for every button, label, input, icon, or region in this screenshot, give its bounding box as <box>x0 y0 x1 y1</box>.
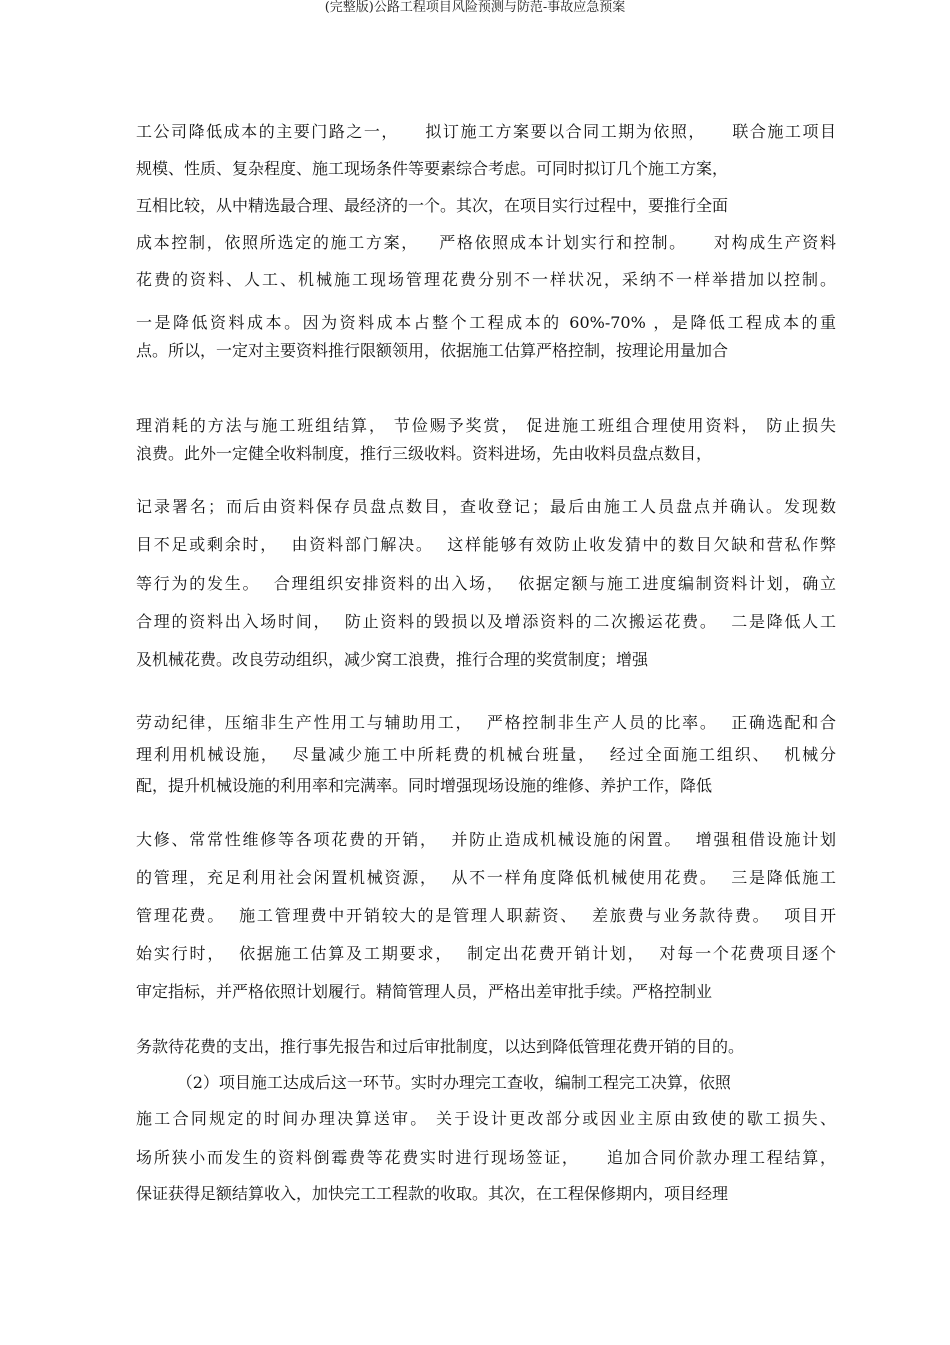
text-line: 工公司降低成本的主要门路之一， 拟订施工方案要以合同工期为依照， 联合施工项目 <box>136 122 836 141</box>
text-line: 理消耗的方法与施工班组结算， 节俭赐予奖赏， 促进施工班组合理使用资料， 防止损失 <box>136 416 836 435</box>
text-line: 花费的资料、人工、机械施工现场管理花费分别不一样状况，采纳不一样举措加以控制。 <box>136 270 836 289</box>
text-line: 大修、常常性维修等各项花费的开销， 并防止造成机械设施的闲置。 增强租借设施计划 <box>136 830 836 849</box>
text-line: 劳动纪律，压缩非生产性用工与辅助用工， 严格控制非生产人员的比率。 正确选配和合 <box>136 713 836 732</box>
text-line: 理利用机械设施， 尽量减少施工中所耗费的机械台班量， 经过全面施工组织、 机械分 <box>136 745 836 764</box>
text-line: 等行为的发生。 合理组织安排资料的出入场， 依据定额与施工进度编制资料计划，确立 <box>136 574 836 593</box>
text-line: 施工合同规定的时间办理决算送审。 关于设计更改部分或因业主原由致使的歇工损失、 <box>136 1109 836 1128</box>
text-line: 的管理，充足利用社会闲置机械资源， 从不一样角度降低机械使用花费。 三是降低施工 <box>136 868 836 887</box>
text-line: 记录署名；而后由资料保存员盘点数目，查收登记；最后由施工人员盘点并确认。发现数 <box>136 497 836 516</box>
text-line: 始实行时， 依据施工估算及工期要求， 制定出花费开销计划， 对每一个花费项目逐个 <box>136 944 836 963</box>
text-line: 及机械花费。改良劳动组织，减少窝工浪费，推行合理的奖赏制度；增强 <box>136 650 649 669</box>
text-line: （2）项目施工达成后这一环节。实时办理完工查收，编制工程完工决算，依照 <box>136 1073 731 1092</box>
text-line: 点。所以，一定对主要资料推行限额领用，依据施工估算严格控制，按理论用量加合 <box>136 341 729 360</box>
text-line: 合理的资料出入场时间， 防止资料的毁损以及增添资料的二次搬运花费。 二是降低人工 <box>136 612 836 631</box>
text-line: 务款待花费的支出，推行事先报告和过后审批制度，以达到降低管理花费开销的目的。 <box>136 1037 745 1056</box>
header-title: (完整版)公路工程项目风险预测与防范-事故应急预案 <box>324 0 626 15</box>
text-line: 配，提升机械设施的利用率和完满率。同时增强现场设施的维修、养护工作，降低 <box>136 776 713 795</box>
text-line: 保证获得足额结算收入，加快完工工程款的收取。其次，在工程保修期内，项目经理 <box>136 1184 729 1203</box>
text-line: 互相比较，从中精选最合理、最经济的一个。其次，在项目实行过程中，要推行全面 <box>136 196 729 215</box>
text-line: 场所狭小而发生的资料倒霉费等花费实时进行现场签证， 追加合同价款办理工程结算， <box>136 1148 836 1167</box>
text-line: 规模、性质、复杂程度、施工现场条件等要素综合考虑。可同时拟订几个施工方案， <box>136 159 729 178</box>
text-line: 成本控制，依照所选定的施工方案， 严格依照成本计划实行和控制。 对构成生产资料 <box>136 233 836 252</box>
text-line: 审定指标，并严格依照计划履行。精简管理人员，严格出差审批手续。严格控制业 <box>136 982 713 1001</box>
text-line: 一是降低资料成本。因为资料成本占整个工程成本的 60%-70% ，是降低工程成本的重 <box>136 313 836 332</box>
page-header <box>0 0 950 16</box>
text-line: 管理花费。 施工管理费中开销较大的是管理人职薪资、 差旅费与业务款待费。 项目开 <box>136 906 836 925</box>
text-line: 浪费。此外一定健全收料制度，推行三级收料。资料进场，先由收料员盘点数目， <box>136 444 713 463</box>
text-line: 目不足或剩余时， 由资料部门解决。 这样能够有效防止收发猜中的数目欠缺和营私作弊 <box>136 535 836 554</box>
